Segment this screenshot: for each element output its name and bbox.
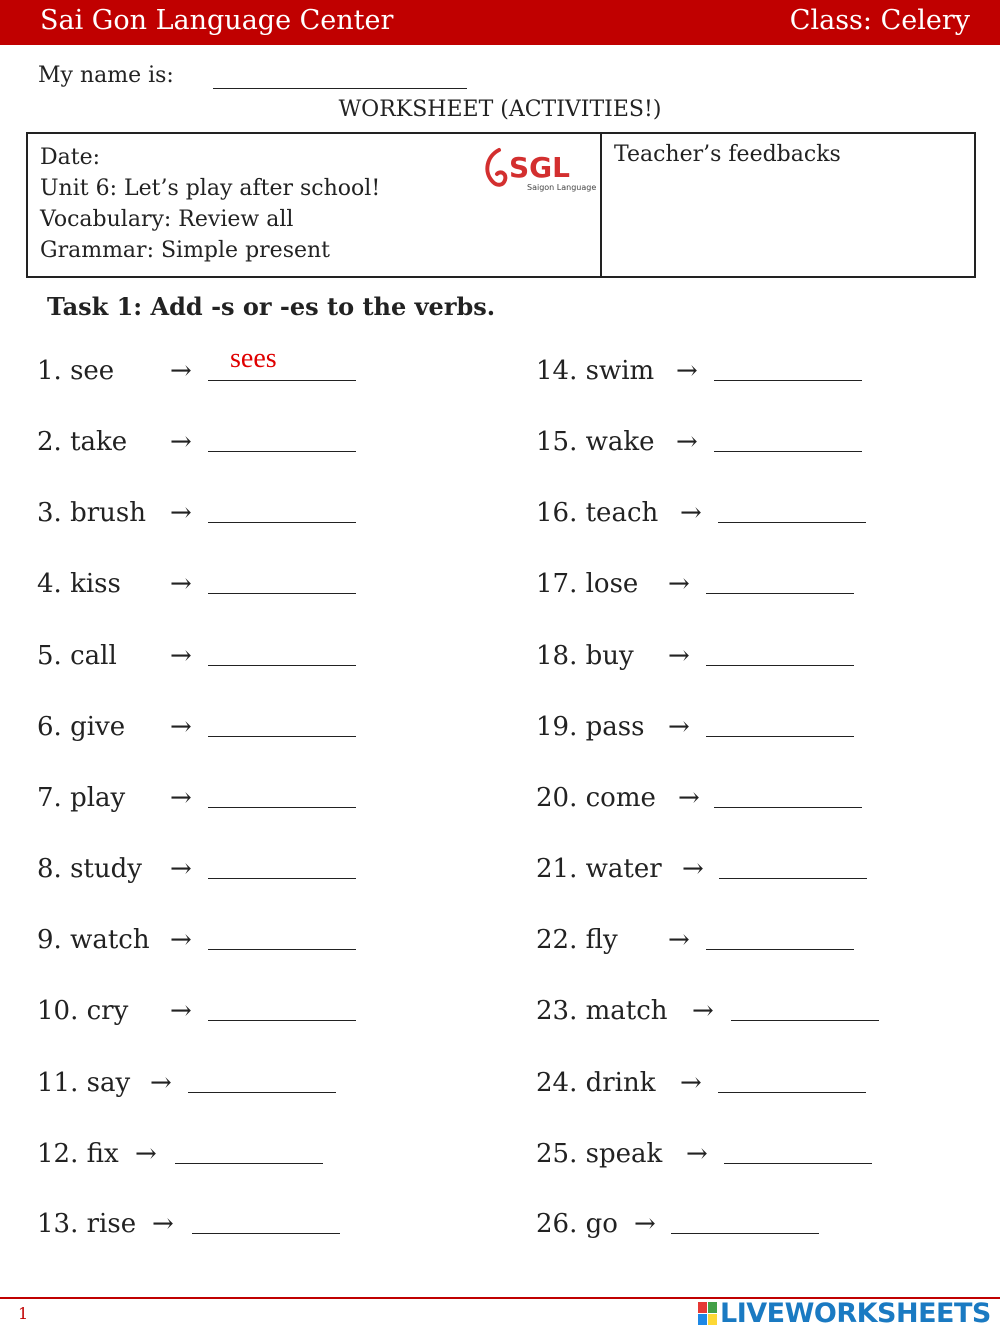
arrow-icon: → bbox=[152, 1209, 174, 1239]
answer-blank[interactable] bbox=[719, 878, 867, 879]
arrow-icon: → bbox=[680, 498, 702, 528]
verb-label: 16. teach bbox=[536, 498, 659, 528]
verb-label: 5. call bbox=[37, 641, 117, 671]
arrow-icon: → bbox=[170, 498, 192, 528]
arrow-icon: → bbox=[170, 427, 192, 457]
arrow-icon: → bbox=[170, 854, 192, 884]
answer-blank[interactable] bbox=[714, 807, 862, 808]
answer-blank[interactable] bbox=[724, 1163, 872, 1164]
arrow-icon: → bbox=[170, 783, 192, 813]
exercise-item bbox=[536, 638, 690, 674]
verb-label: 14. swim bbox=[536, 356, 655, 386]
answer-blank[interactable] bbox=[188, 1092, 336, 1093]
school-name: Sai Gon Language Center bbox=[40, 5, 394, 36]
exercise-item bbox=[37, 638, 192, 674]
exercise-item bbox=[37, 709, 192, 745]
answer-blank[interactable] bbox=[208, 736, 356, 737]
verb-label: 8. study bbox=[37, 854, 142, 884]
info-box bbox=[26, 132, 976, 278]
lesson-info bbox=[28, 134, 602, 276]
arrow-icon: → bbox=[678, 783, 700, 813]
sgl-logo bbox=[483, 144, 597, 196]
answer-blank[interactable] bbox=[714, 451, 862, 452]
arrow-icon: → bbox=[686, 1139, 708, 1169]
verb-label: 13. rise bbox=[37, 1209, 137, 1239]
exercise-item bbox=[37, 1065, 172, 1101]
name-label: My name is: bbox=[38, 63, 174, 88]
exercise-item bbox=[536, 709, 690, 745]
verb-label: 6. give bbox=[37, 712, 126, 742]
exercise-item bbox=[37, 1206, 174, 1242]
verb-label: 10. cry bbox=[37, 996, 129, 1026]
answer-blank[interactable] bbox=[208, 380, 356, 381]
answer-blank[interactable] bbox=[208, 1020, 356, 1021]
name-input-line[interactable] bbox=[213, 88, 467, 89]
verb-label: 7. play bbox=[37, 783, 126, 813]
svg-text:Saigon Language: Saigon Language bbox=[527, 183, 597, 192]
page-number: 1 bbox=[18, 1304, 29, 1323]
verb-label: 18. buy bbox=[536, 641, 634, 671]
arrow-icon: → bbox=[668, 569, 690, 599]
answer-blank[interactable] bbox=[671, 1233, 819, 1234]
answer-blank[interactable] bbox=[208, 665, 356, 666]
arrow-icon: → bbox=[170, 996, 192, 1026]
exercise-item bbox=[37, 1136, 157, 1172]
answer-blank[interactable] bbox=[175, 1163, 323, 1164]
verb-label: 11. say bbox=[37, 1068, 131, 1098]
arrow-icon: → bbox=[135, 1139, 157, 1169]
arrow-icon: → bbox=[680, 1068, 702, 1098]
arrow-icon: → bbox=[170, 569, 192, 599]
arrow-icon: → bbox=[676, 356, 698, 386]
answer-blank[interactable] bbox=[208, 878, 356, 879]
verb-label: 1. see bbox=[37, 356, 115, 386]
verb-label: 20. come bbox=[536, 783, 656, 813]
exercise-item bbox=[536, 566, 690, 602]
exercise-item bbox=[536, 1065, 702, 1101]
liveworksheets-text: LIVEWORKSHEETS bbox=[720, 1298, 991, 1329]
verb-label: 2. take bbox=[37, 427, 128, 457]
arrow-icon: → bbox=[170, 641, 192, 671]
arrow-icon: → bbox=[692, 996, 714, 1026]
liveworksheets-squares-icon bbox=[698, 1302, 718, 1326]
task-title: Task 1: Add -s or -es to the verbs. bbox=[47, 292, 496, 321]
exercise-item bbox=[536, 851, 704, 887]
exercise-item bbox=[37, 343, 277, 389]
verb-label: 15. wake bbox=[536, 427, 655, 457]
arrow-icon: → bbox=[668, 925, 690, 955]
answer-blank[interactable] bbox=[706, 593, 854, 594]
verb-label: 24. drink bbox=[536, 1068, 656, 1098]
answer-blank[interactable] bbox=[714, 380, 862, 381]
exercise-item bbox=[536, 424, 698, 460]
arrow-icon: → bbox=[170, 925, 192, 955]
arrow-icon: → bbox=[676, 427, 698, 457]
answer-blank[interactable] bbox=[192, 1233, 340, 1234]
exercise-item bbox=[536, 922, 690, 958]
exercise-item bbox=[37, 780, 192, 816]
answer-blank[interactable] bbox=[208, 807, 356, 808]
answer-text[interactable]: sees bbox=[230, 343, 277, 374]
arrow-icon: → bbox=[668, 641, 690, 671]
answer-blank[interactable] bbox=[706, 949, 854, 950]
liveworksheets-logo bbox=[698, 1298, 998, 1330]
answer-blank[interactable] bbox=[208, 522, 356, 523]
exercise-item bbox=[536, 780, 700, 816]
exercise-item bbox=[536, 353, 698, 389]
teacher-feedback-label: Teacher’s feedbacks bbox=[614, 142, 841, 167]
arrow-icon: → bbox=[150, 1068, 172, 1098]
answer-blank[interactable] bbox=[208, 593, 356, 594]
arrow-icon: → bbox=[634, 1209, 656, 1239]
exercise-item bbox=[37, 993, 192, 1029]
worksheet-title: WORKSHEET (ACTIVITIES!) bbox=[338, 97, 662, 122]
verb-label: 17. lose bbox=[536, 569, 639, 599]
exercise-item bbox=[536, 1206, 656, 1242]
verb-label: 3. brush bbox=[37, 498, 146, 528]
exercise-item bbox=[536, 495, 702, 531]
date-label: Date: bbox=[40, 145, 101, 170]
verb-label: 26. go bbox=[536, 1209, 618, 1239]
verb-label: 25. speak bbox=[536, 1139, 663, 1169]
answer-blank[interactable] bbox=[731, 1020, 879, 1021]
answer-blank[interactable] bbox=[718, 522, 866, 523]
svg-text:SGL: SGL bbox=[509, 151, 570, 184]
exercise-item bbox=[37, 922, 192, 958]
verb-label: 21. water bbox=[536, 854, 662, 884]
class-label: Class: Celery bbox=[789, 5, 970, 36]
exercise-item bbox=[536, 1136, 708, 1172]
answer-blank[interactable] bbox=[208, 949, 356, 950]
exercise-item bbox=[536, 993, 714, 1029]
verb-label: 4. kiss bbox=[37, 569, 121, 599]
answer-blank[interactable] bbox=[706, 736, 854, 737]
exercise-item bbox=[37, 566, 192, 602]
verb-label: 22. fly bbox=[536, 925, 618, 955]
arrow-icon: → bbox=[170, 356, 192, 386]
exercise-item bbox=[37, 851, 192, 887]
answer-blank[interactable] bbox=[706, 665, 854, 666]
exercise-item bbox=[37, 424, 192, 460]
verb-label: 19. pass bbox=[536, 712, 645, 742]
unit-label: Unit 6: Let’s play after school! bbox=[40, 176, 381, 201]
answer-blank[interactable] bbox=[208, 451, 356, 452]
vocabulary-label: Vocabulary: Review all bbox=[40, 207, 294, 232]
arrow-icon: → bbox=[668, 712, 690, 742]
answer-blank[interactable] bbox=[718, 1092, 866, 1093]
grammar-label: Grammar: Simple present bbox=[40, 238, 331, 263]
header-bar bbox=[0, 0, 1000, 45]
verb-label: 23. match bbox=[536, 996, 668, 1026]
arrow-icon: → bbox=[170, 712, 192, 742]
arrow-icon: → bbox=[682, 854, 704, 884]
verb-label: 9. watch bbox=[37, 925, 150, 955]
exercise-item bbox=[37, 495, 192, 531]
verb-label: 12. fix bbox=[37, 1139, 119, 1169]
